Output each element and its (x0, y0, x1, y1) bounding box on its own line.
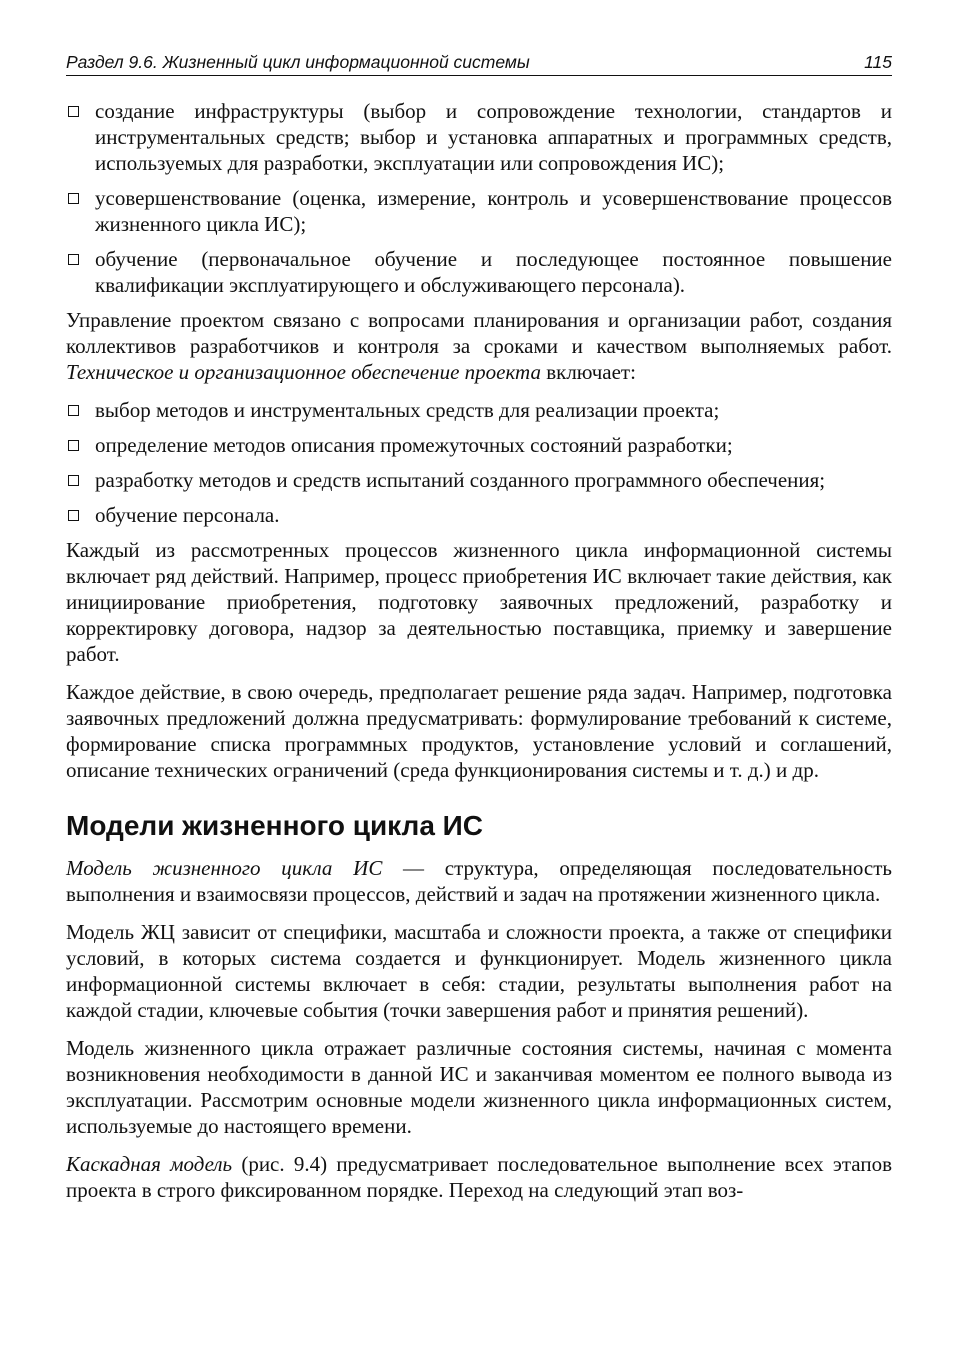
list-item-text: определение методов описания промежуточных состояний разработки; (95, 433, 733, 457)
italic-term: Техническое и организационное обеспечение проекта (66, 360, 541, 384)
list-item-text: обучение (первоначальное обучение и последующее постоянное повышение квалификации эксплуатирующего и обслуживающего персонала). (95, 247, 892, 297)
italic-term: Каскадная модель (66, 1152, 233, 1176)
project-support-list (66, 397, 892, 528)
list-item (66, 98, 892, 176)
paragraph-processes: Каждый из рассмотренных процессов жизненного цикла информационной системы включает ряд действий. Например, процесс приобретения ИС включает такие действия, как инициирование приобретения, подготовку заявочных предложений, разработку и корректировку договора, надзор за деятельностью поставщика, приемку и завершение работ. (66, 538, 892, 666)
section-heading: Модели жизненного цикла ИС (66, 810, 484, 841)
page-body (66, 98, 892, 1203)
paragraph-cascade-model (66, 1151, 892, 1203)
list-item (66, 397, 892, 423)
paragraph-actions: Каждое действие, в свою очередь, предполагает решение ряда задач. Например, подготовка заявочных предложений должна предусматривать: формулирование требований к системе, формирование списка программных продуктов, установление условий и соглашений, описание технических ограничений (среда функционирования системы и т. д.) и др. (66, 680, 892, 782)
list-item (66, 502, 892, 528)
paragraph-project-management (66, 307, 892, 385)
paragraph-model-states: Модель жизненного цикла отражает различные состояния системы, начиная с момента возникновения необходимости в данной ИС и заканчивая моментом ее полного вывода из эксплуатации. Рассмотрим основные модели жизненного цикла информационных систем, используемые до настоящего времени. (66, 1036, 892, 1138)
text-run: Управление проектом связано с вопросами планирования и организации работ, создания коллективов разработчиков и контроля за сроками и качеством выполняемых работ. (66, 308, 892, 358)
list-item-text: выбор методов и инструментальных средств для реализации проекта; (95, 398, 720, 422)
checkbox-bullet-icon (68, 510, 79, 521)
italic-term: Модель жизненного цикла ИС (66, 856, 383, 880)
list-item-text: разработку методов и средств испытаний созданного программного обеспечения; (95, 468, 826, 492)
list-item-text: обучение персонала. (95, 503, 280, 527)
checkbox-bullet-icon (68, 475, 79, 486)
list-item (66, 246, 892, 298)
checkbox-bullet-icon (68, 440, 79, 451)
checkbox-bullet-icon (68, 106, 79, 117)
text-run: — структура, определяющая последовательность выполнения и взаимосвязи процессов, действий и задач на протяжении жизненного цикла. (66, 856, 892, 906)
page-number: 115 (864, 52, 892, 72)
paragraph-model-definition (66, 855, 892, 907)
checkbox-bullet-icon (68, 254, 79, 265)
paragraph-model-dependence: Модель ЖЦ зависит от специфики, масштаба и сложности проекта, а также от специфики условий, в которых система создается и функционирует. Модель жизненного цикла информационной системы включает в себя: стадии, результаты выполнения работ на каждой стадии, ключевые события (точки завершения работ и принятия решений). (66, 920, 892, 1022)
text-run: (рис. 9.4) предусматривает последовательное выполнение всех этапов проекта в строго фиксированном порядке. Переход на следующий этап воз- (66, 1152, 892, 1202)
list-item-text: усовершенствование (оценка, измерение, контроль и усовершенствование процессов жизненного цикла ИС); (95, 186, 892, 236)
list-item (66, 185, 892, 237)
list-item-text: создание инфраструктуры (выбор и сопровождение технологии, стандартов и инструментальных средств; выбор и установка аппаратных и программных средств, используемых для разработки, эксплуатации или сопровождения ИС); (95, 99, 892, 175)
section-title: Раздел 9.6. Жизненный цикл информационной системы (66, 52, 530, 72)
text-run: включает: (540, 360, 636, 384)
infrastructure-list (66, 98, 892, 298)
checkbox-bullet-icon (68, 405, 79, 416)
list-item (66, 467, 892, 493)
list-item (66, 432, 892, 458)
checkbox-bullet-icon (68, 193, 79, 204)
running-header (66, 52, 892, 76)
book-page (66, 52, 892, 1215)
